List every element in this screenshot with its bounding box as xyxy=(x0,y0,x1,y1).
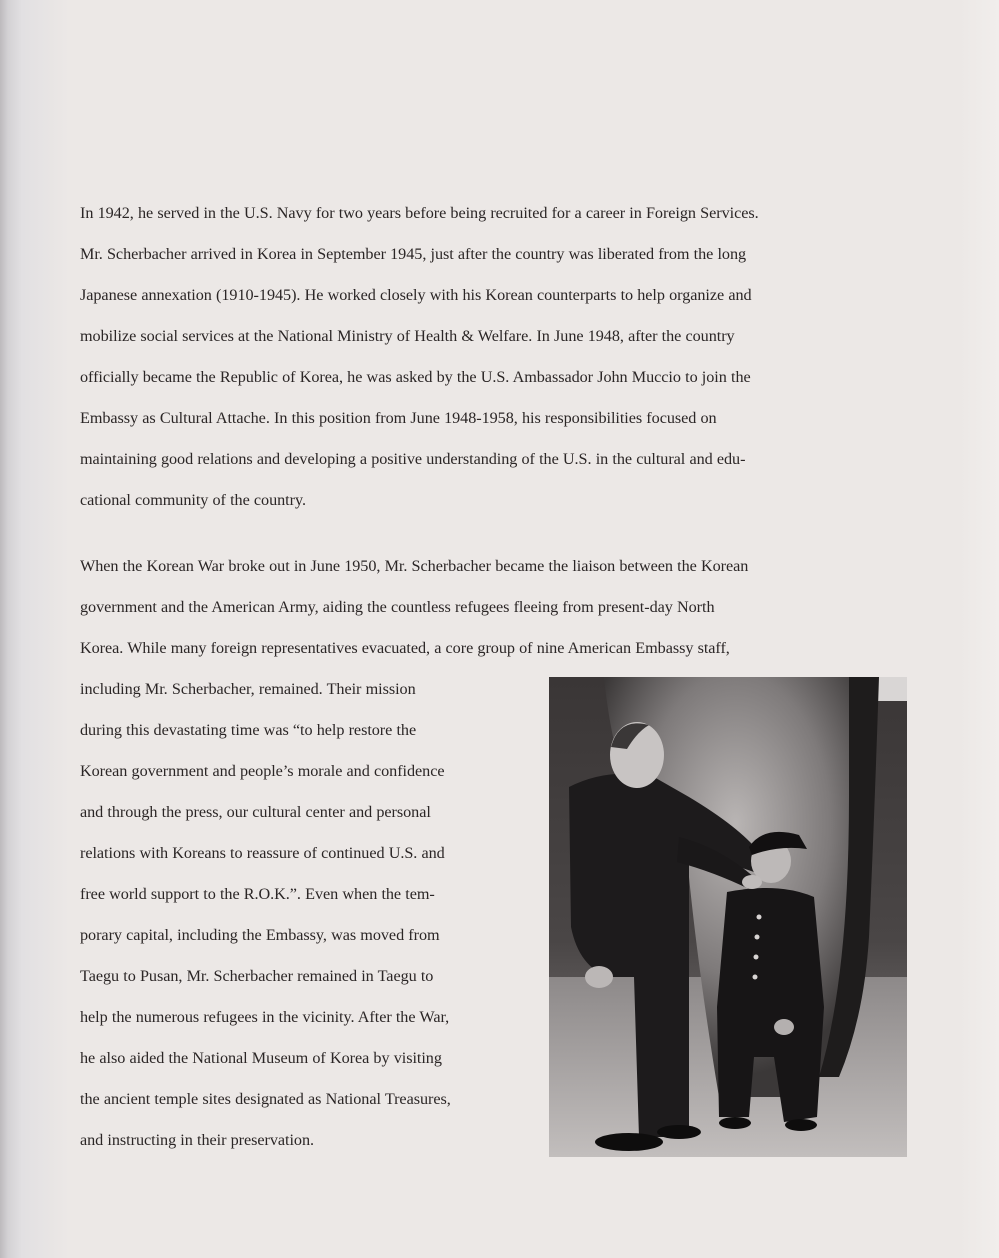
historical-photograph xyxy=(549,677,907,1157)
text-line: free world support to the R.O.K.”. Even when the tem- xyxy=(80,885,435,903)
text-line: help the numerous refugees in the vicinity. After the War, xyxy=(80,1008,450,1026)
text-line: and through the press, our cultural center and personal xyxy=(80,803,431,821)
text-line: and instructing in their preservation. xyxy=(80,1131,315,1149)
page-edge-highlight xyxy=(959,0,999,1258)
paragraph-mission-and-preservation xyxy=(80,669,451,1161)
text-line: cational community of the country. xyxy=(80,491,306,509)
text-line: Mr. Scherbacher arrived in Korea in September 1945, just after the country was liberated from the long xyxy=(80,245,747,263)
text-line: Taegu to Pusan, Mr. Scherbacher remained in Taegu to xyxy=(80,967,434,985)
text-line: officially became the Republic of Korea, he was asked by the U.S. Ambassador John Muccio to join the xyxy=(80,368,751,386)
text-line: government and the American Army, aiding the countless refugees fleeing from present-day North xyxy=(80,598,715,616)
text-line: Embassy as Cultural Attache. In this position from June 1948-1958, his responsibilities focused on xyxy=(80,409,717,427)
text-line: including Mr. Scherbacher, remained. Their mission xyxy=(80,680,416,698)
text-line: When the Korean War broke out in June 1950, Mr. Scherbacher became the liaison between the Korean xyxy=(80,557,749,575)
text-line: the ancient temple sites designated as National Treasures, xyxy=(80,1090,451,1108)
text-line: he also aided the National Museum of Korea by visiting xyxy=(80,1049,442,1067)
text-line: Japanese annexation (1910-1945). He worked closely with his Korean counterparts to help organize and xyxy=(80,286,752,304)
text-line: relations with Koreans to reassure of continued U.S. and xyxy=(80,844,445,862)
text-line: porary capital, including the Embassy, was moved from xyxy=(80,926,440,944)
text-line: during this devastating time was “to help restore the xyxy=(80,721,417,739)
paragraph-navy-and-embassy-career xyxy=(80,193,759,521)
text-line: mobilize social services at the National Ministry of Health & Welfare. In June 1948, after the country xyxy=(80,327,735,345)
paragraph-korean-war-liaison xyxy=(80,546,748,669)
text-line: Korean government and people’s morale and confidence xyxy=(80,762,445,780)
text-line: maintaining good relations and developing a positive understanding of the U.S. in the cultural and edu- xyxy=(80,450,746,468)
page-gutter-shadow xyxy=(0,0,70,1258)
text-line: Korea. While many foreign representatives evacuated, a core group of nine American Embassy staff, xyxy=(80,639,730,657)
photo-illustration xyxy=(549,677,907,1157)
text-line: In 1942, he served in the U.S. Navy for two years before being recruited for a career in Foreign Services. xyxy=(80,204,759,222)
